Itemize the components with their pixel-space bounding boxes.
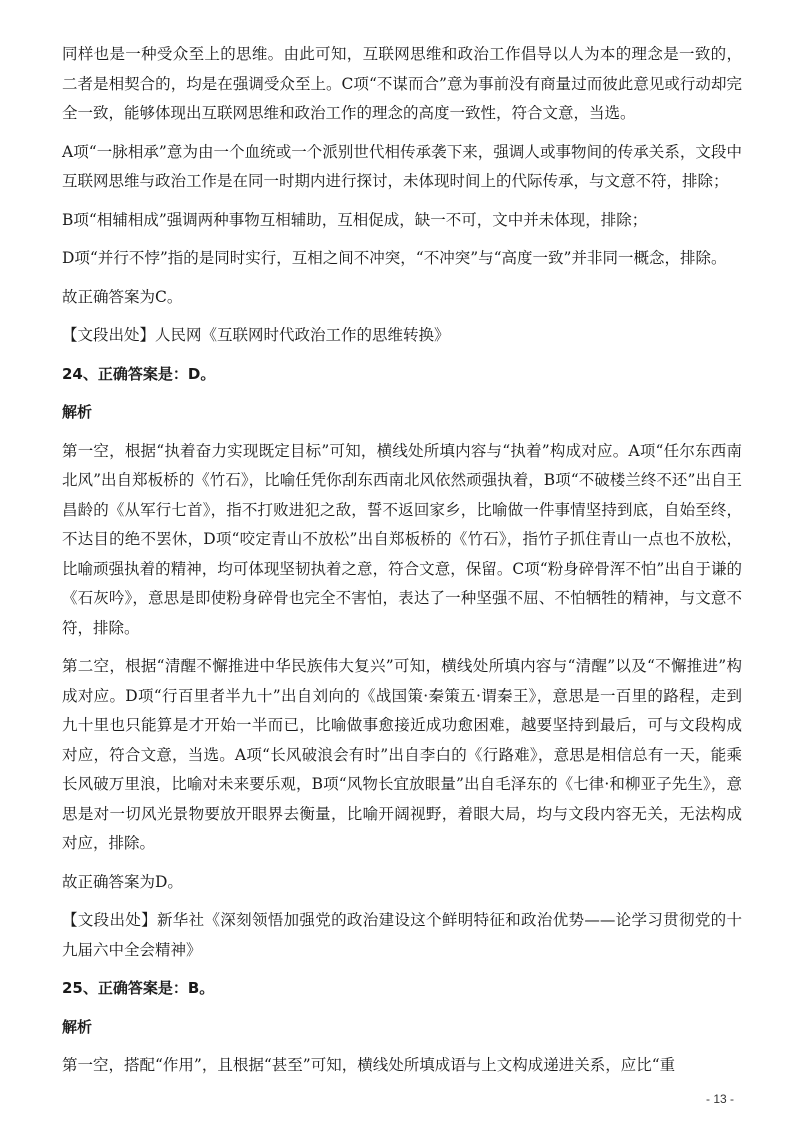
source-line-24: 【文段出处】新华社《深刻领悟加强党的政治建设这个鲜明特征和政治优势——论学习贯彻党的十九届六中全会精神》 [62, 911, 742, 959]
paragraph-1: 同样也是一种受众至上的思维。由此可知，互联网思维和政治工作倡导以人为本的理念是一致的，二者是相契合的，均是在强调受众至上。C项“不谋而合”意为事前没有商量过而彼此意见或行动却完全一致，能够体现出互联网思维和政治工作的理念的高度一致性，符合文意，当选。 [62, 45, 742, 122]
page-number: - 13 - [705, 1092, 734, 1106]
paragraph-25-first-blank: 第一空，搭配“作用”，且根据“甚至”可知，横线处所填成语与上文构成递进关系，应比“重 [62, 1056, 676, 1074]
analysis-heading-25: 解析 [62, 1017, 93, 1036]
question-25-heading: 25、正确答案是：B。 [62, 979, 215, 997]
answer-line-23: 故正确答案为C。 [62, 287, 183, 306]
paragraph-2: A项“一脉相承”意为由一个血统或一个派别世代相传承袭下来，强调人或事物间的传承关系，文段中互联网思维与政治工作是在同一时期内进行探讨，未体现时间上的代际传承，与文意不符，排除； [62, 142, 742, 190]
source-line-23: 【文段出处】人民网《互联网时代政治工作的思维转换》 [62, 326, 450, 344]
paragraph-24-first-blank: 第一空，根据“执着奋力实现既定目标”可知，横线处所填内容与“执着”构成对应。A项“任尔东西南北风”出自郑板桥的《竹石》，比喻任凭你刮东西南北风依然顽强执着，B项“不破楼兰终不还”出自王昌龄的《从军行七首》，指不打败进犯之敌，誓不返回家乡，比喻做一件事情坚持到底，自始至终，不达目的绝不罢休，D项“咬定青山不放松”出自郑板桥的《竹石》，指竹子抓住青山一点也不放松，比喻顽强执着的精神，均可体现坚韧执着之意，符合文意，保留。C项“粉身碎骨浑不怕”出自于谦的《石灰吟》，意思是即使粉身碎骨也完全不害怕，表达了一种坚强不屈、不怕牺牲的精神，与文意不符，排除。 [62, 441, 742, 637]
question-24-heading: 24、正确答案是：D。 [62, 364, 216, 383]
document-page [62, 40, 742, 1081]
paragraph-24-second-blank: 第二空，根据“清醒不懈推进中华民族伟大复兴”可知，横线处所填内容与“清醒”以及“不懈推进”构成对应。D项“行百里者半九十”出自刘向的《战国策·秦策五·谓秦王》，意思是一百里的路程，走到九十里也只能算是才开始一半而已，比喻做事愈接近成功愈困难，越要坚持到最后，可与文段构成对应，符合文意，当选。A项“长风破浪会有时”出自李白的《行路难》，意思是相信总有一天，能乘长风破万里浪，比喻对未来要乐观，B项“风物长宜放眼量”出自毛泽东的《七律·和柳亚子先生》，意思是对一切风光景物要放开眼界去衡量，比喻开阔视野，着眼大局，均与文段内容无关，无法构成对应，排除。 [62, 657, 742, 852]
paragraph-3: B项“相辅相成”强调两种事物互相辅助，互相促成，缺一不可，文中并未体现，排除； [62, 210, 648, 229]
paragraph-4: D项“并行不悖”指的是同时实行，互相之间不冲突，“不冲突”与“高度一致”并非同一概念，排除。 [62, 249, 727, 267]
answer-line-24: 故正确答案为D。 [62, 872, 183, 891]
analysis-heading-24: 解析 [62, 403, 93, 421]
